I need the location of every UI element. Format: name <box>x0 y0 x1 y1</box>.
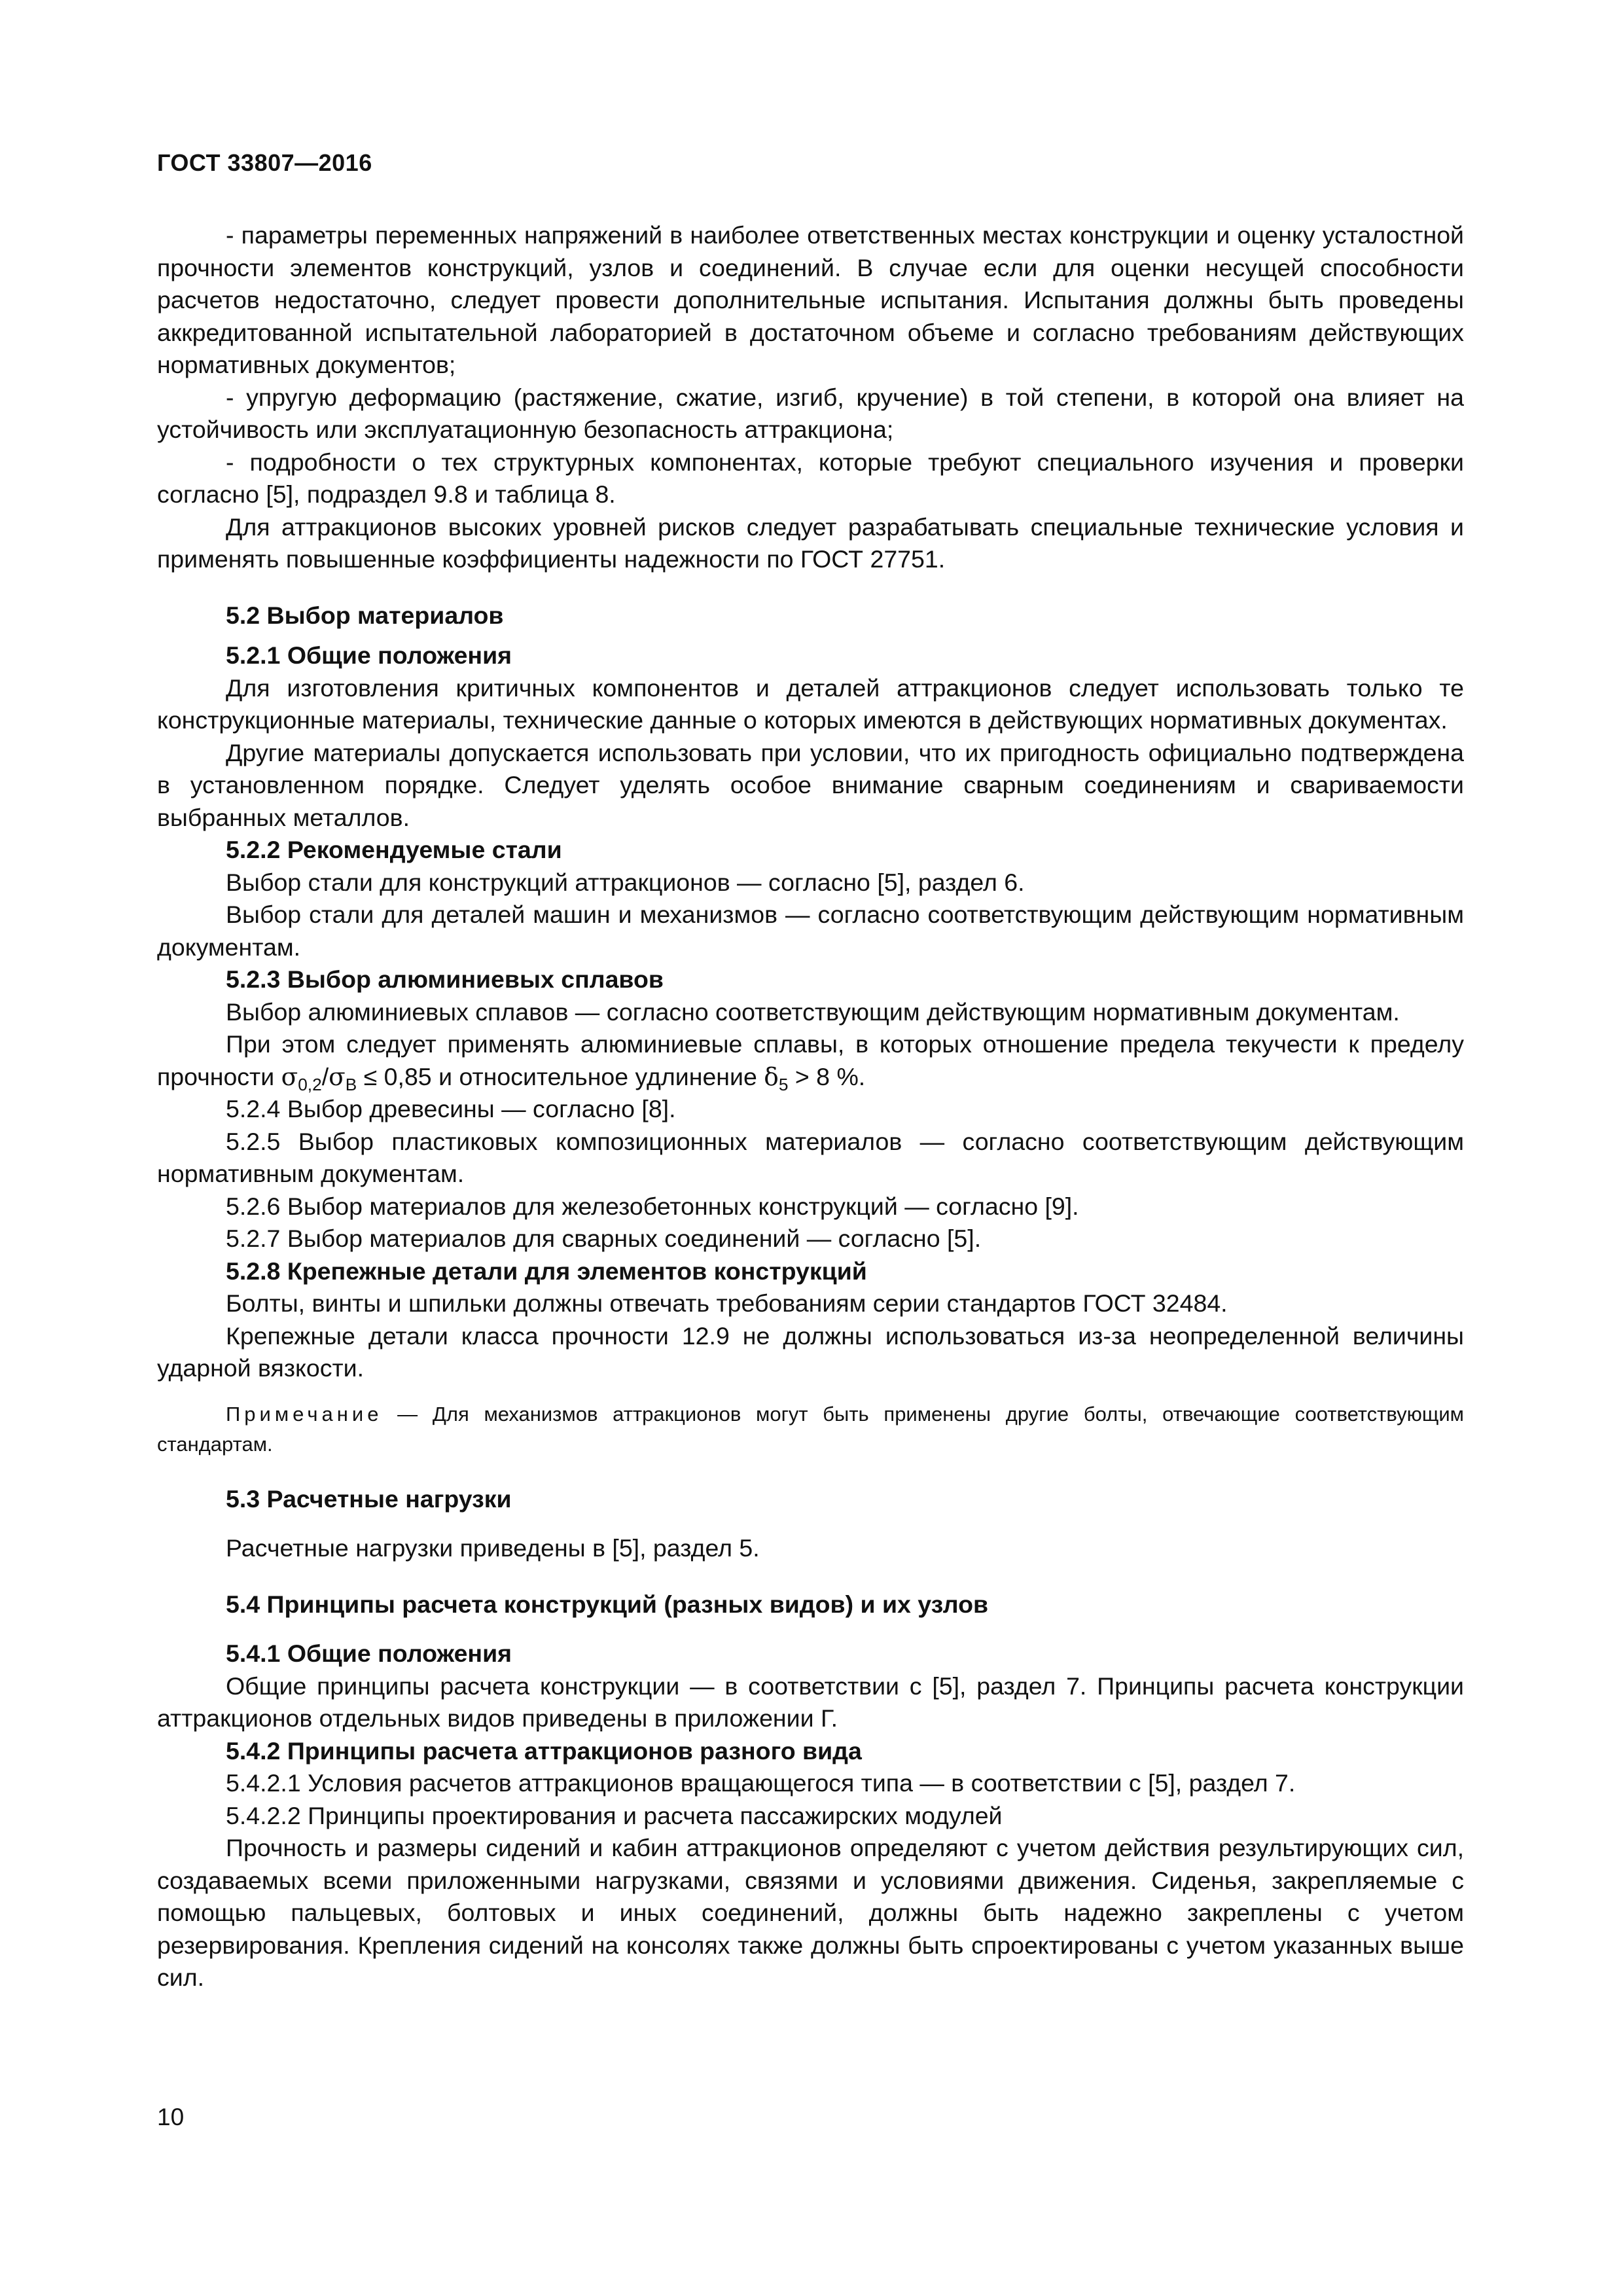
paragraph: Расчетные нагрузки приведены в [5], раздел 5. <box>226 1534 760 1562</box>
subsection-heading-5-4-1: 5.4.1 Общие положения <box>226 1640 512 1667</box>
sigma-symbol: σ <box>281 1062 298 1091</box>
paragraph: Общие принципы расчета конструкции — в соответствии с [5], раздел 7. Принципы расчета конструкции аттракционов отдельных видов приведены в приложении Г. <box>157 1672 1464 1732</box>
paragraph: Болты, винты и шпильки должны отвечать требованиям серии стандартов ГОСТ 32484. <box>226 1289 1228 1317</box>
paragraph: Прочность и размеры сидений и кабин аттракционов определяют с учетом действия результирующих сил, создаваемых всеми приложенными нагрузками, связями и условиями движения. Сиденья, закрепляемые с помощью пальцевых, болтовых и иных соединений, должны быть надежно закреплены с учетом резервирования. Крепления сидений на консолях также должны быть спроектированы с учетом указанных выше сил. <box>157 1834 1464 1991</box>
subsection-heading-5-2-3: 5.2.3 Выбор алюминиевых сплавов <box>226 965 664 993</box>
paragraph: Выбор стали для конструкций аттракционов — согласно [5], раздел 6. <box>226 868 1025 896</box>
paragraph: 5.4.2.2 Принципы проектирования и расчета пассажирских модулей <box>226 1801 1003 1829</box>
paragraph: - параметры переменных напряжений в наиболее ответственных местах конструкции и оценку усталостной прочности элементов конструкций, узлов и соединений. В случае если для оценки несущей способности расчетов недостаточно, следует провести дополнительные испытания. Испытания должны быть проведены аккредитованной испытательной лабораторией в достаточном объеме и согласно требованиям действующих нормативных документов; <box>157 221 1464 378</box>
note-text: — Для механизмов аттракционов могут быть применены другие болты, отвечающие соответствующим стандартам. <box>157 1402 1464 1456</box>
paragraph: 5.2.5 Выбор пластиковых композиционных материалов — согласно соответствующим действующим нормативным документам. <box>157 1127 1464 1187</box>
note-label: Примечание <box>226 1402 383 1426</box>
text-run: При этом следует применять алюминиевые сплавы, в которых отношение предела текучести к пределу прочности <box>157 1030 1464 1090</box>
section-heading-5-4: 5.4 Принципы расчета конструкций (разных видов) и их узлов <box>226 1590 989 1618</box>
paragraph: 5.2.6 Выбор материалов для железобетонных конструкций — согласно [9]. <box>226 1192 1079 1220</box>
subsection-heading-5-4-2: 5.4.2 Принципы расчета аттракционов разного вида <box>226 1736 862 1765</box>
note <box>157 1399 1464 1460</box>
paragraph: - упругую деформацию (растяжение, сжатие, изгиб, кручение) в той степени, в которой она влияет на устойчивость или эксплуатационную безопасность аттракциона; <box>157 383 1464 443</box>
delta-symbol: δ <box>764 1062 779 1091</box>
paragraph: 5.4.2.1 Условия расчетов аттракционов вращающегося типа — в соответствии с [5], раздел 7. <box>226 1769 1296 1797</box>
text-run: ≤ 0,85 и относительное удлинение <box>357 1062 764 1090</box>
paragraph: 5.2.7 Выбор материалов для сварных соединений — согласно [5]. <box>226 1225 982 1252</box>
paragraph: 5.2.4 Выбор древесины — согласно [8]. <box>226 1095 676 1122</box>
paragraph: Для изготовления критичных компонентов и деталей аттракционов следует использовать только те конструкционные материалы, технические данные о которых имеются в действующих нормативных документах. <box>157 673 1464 734</box>
subsection-heading-5-2-8: 5.2.8 Крепежные детали для элементов конструкций <box>226 1257 867 1285</box>
document-body <box>157 219 1464 1994</box>
paragraph: Для аттракционов высоких уровней рисков следует разрабатывать специальные технические условия и применять повышенные коэффициенты надежности по ГОСТ 27751. <box>157 512 1464 573</box>
section-heading-5-2: 5.2 Выбор материалов <box>226 601 504 629</box>
subsection-heading-5-2-2: 5.2.2 Рекомендуемые стали <box>226 836 562 863</box>
paragraph: - подробности о тех структурных компонентах, которые требуют специального изучения и проверки согласно [5], подраздел 9.8 и таблица 8. <box>157 448 1464 508</box>
paragraph: Выбор стали для деталей машин и механизмов — согласно соответствующим действующим нормативным документам. <box>157 901 1464 961</box>
text-run: > 8 %. <box>788 1062 866 1090</box>
paragraph: Другие материалы допускается использовать при условии, что их пригодность официально подтверждена в установленном порядке. Следует уделять особое внимание сварным соединениям и свариваемости выбранных металлов. <box>157 738 1464 831</box>
subscript: 0,2 <box>298 1074 322 1094</box>
subscript: B <box>345 1074 357 1094</box>
paragraph: Крепежные детали класса прочности 12.9 не должны использоваться из-за неопределенной величины ударной вязкости. <box>157 1321 1464 1382</box>
section-heading-5-3: 5.3 Расчетные нагрузки <box>226 1484 512 1513</box>
standard-code-header: ГОСТ 33807—2016 <box>157 149 372 176</box>
formula-paragraph <box>157 1028 1464 1093</box>
slash: / <box>321 1062 329 1090</box>
paragraph: Выбор алюминиевых сплавов — согласно соответствующим действующим нормативным документам. <box>226 997 1400 1026</box>
subsection-heading-5-2-1: 5.2.1 Общие положения <box>226 641 512 669</box>
page-number: 10 <box>157 2104 185 2130</box>
sigma-symbol: σ <box>329 1062 346 1091</box>
subscript: 5 <box>778 1074 789 1094</box>
